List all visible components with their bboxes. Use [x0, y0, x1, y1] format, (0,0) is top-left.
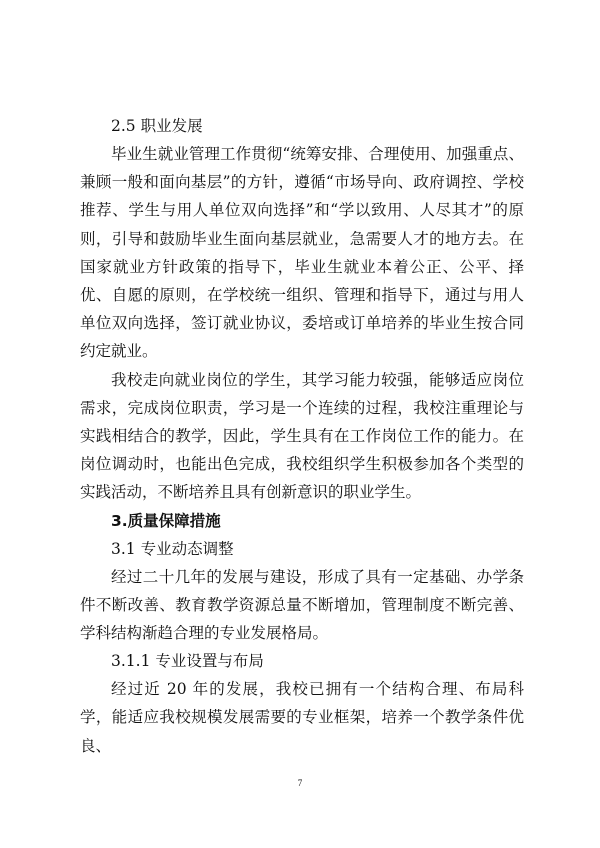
document-body: [80, 112, 524, 760]
section-heading-quality-assurance: 3.质量保障措施: [111, 511, 221, 530]
section-heading-major-layout: 3.1.1 专业设置与布局: [111, 652, 264, 671]
paragraph-development-pattern: 经过二十几年的发展与建设，形成了具有一定基础、办学条件不断改善、教育教学资源总量不断增加，管理制度不断完善、学科结构渐趋合理的专业发展格局。: [80, 567, 524, 643]
section-heading-career-development: 2.5 职业发展: [111, 117, 203, 135]
section-heading-dynamic-adjustment: 3.1 专业动态调整: [111, 539, 234, 558]
page-number: 7: [297, 778, 303, 788]
paragraph-employment-policy: 毕业生就业管理工作贯彻“统筹安排、合理使用、加强重点、兼顾一般和面向基层”的方针，遵循“市场导向、政府调控、学校推荐、学生与用人单位双向选择”和“学以致用、人尽其才”的原则，引导和鼓励毕业生面向基层就业，急需要人才的地方去。在国家就业方针政策的指导下，毕业生就业本着公正、公平、择优、自愿的原则，在学校统一组织、管理和指导下，通过与用人单位双向选择，签订就业协议，委培或订单培养的毕业生按合同约定就业。: [80, 145, 524, 361]
paragraph-major-framework: 经过近 20 年的发展，我校已拥有一个结构合理、布局科学，能适应我校规模发展需要的专业框架，培养一个教学条件优良、: [80, 680, 524, 755]
paragraph-student-ability: 我校走向就业岗位的学生，其学习能力较强，能够适应岗位需求，完成岗位职责，学习是一个连续的过程，我校注重理论与实践相结合的教学，因此，学生具有在工作岗位工作的能力。在岗位调动时，也能出色完成，我校组织学生积极参加各个类型的实践活动，不断培养且具有创新意识的职业学生。: [80, 370, 524, 502]
